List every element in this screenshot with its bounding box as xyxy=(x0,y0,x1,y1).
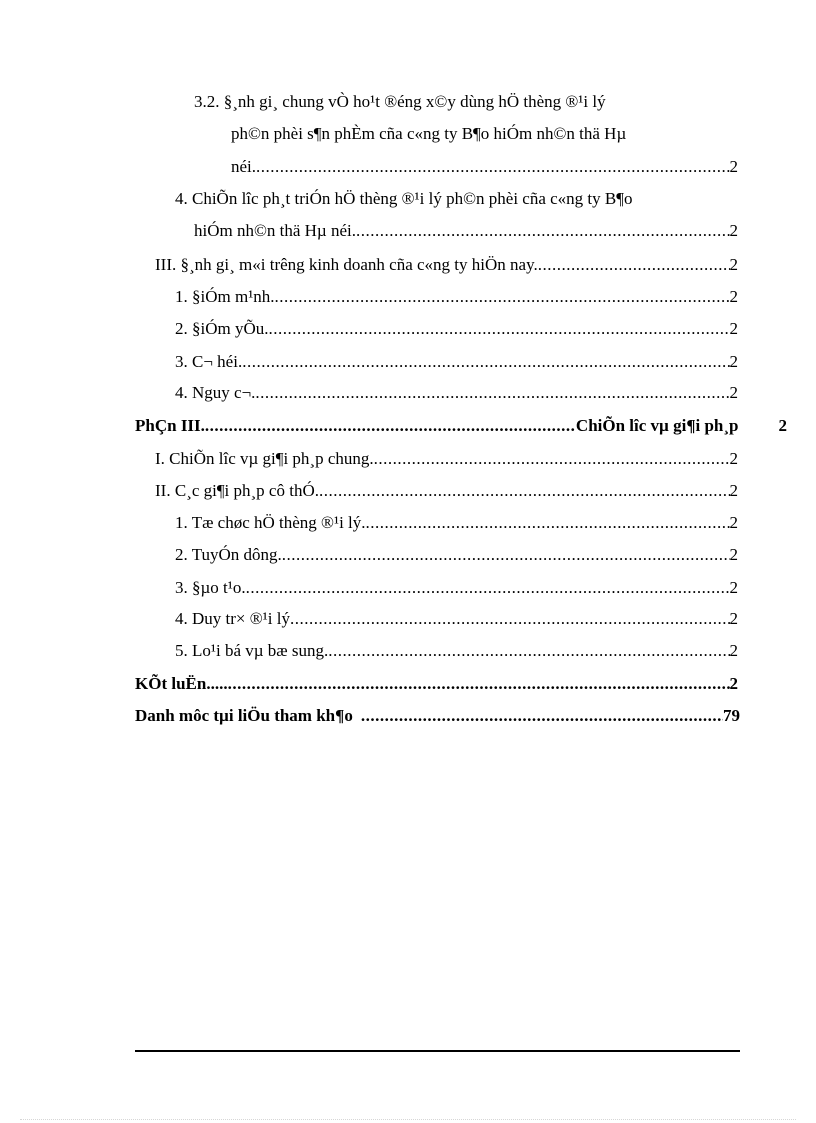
toc-leader-dots xyxy=(290,607,730,631)
toc-leader-dots xyxy=(269,317,730,341)
toc-entry-3-2-line2: ph©n phèi s¶n phÈm cña c«ng ty B¶o hiÓm nh©n thä Hµ xyxy=(231,124,627,143)
toc-entry-text: 5. Lo¹i bá vµ bæ sung. xyxy=(175,641,329,660)
toc-entry-tail-title: ChiÕn lîc vµ gi¶i ph¸p xyxy=(575,416,739,435)
toc-page-number: 2 xyxy=(729,157,738,176)
toc-page-number: 2 xyxy=(729,255,738,274)
toc-entry-text: Danh môc tµi liÖu tham kh¶o xyxy=(135,706,353,725)
toc-entry-references[interactable] xyxy=(135,704,740,728)
toc-leader-dots xyxy=(361,704,723,728)
toc-entry-4-strategy-line1: 4. ChiÕn lîc ph¸t triÓn hÖ thèng ®¹i lý ph©n phèi cña c«ng ty B¶o xyxy=(175,189,633,208)
toc-entry-text: 3. C¬ héi. xyxy=(175,352,243,371)
toc-entry-ii-specific[interactable] xyxy=(155,479,738,503)
toc-entry-text: 2. §iÓm yÕu. xyxy=(175,319,269,338)
toc-entry-text: KÕt luËn..... xyxy=(135,674,228,693)
toc-entry-3-2[interactable] xyxy=(231,155,738,179)
toc-entry-part-iii[interactable] xyxy=(135,414,787,438)
toc-entry-text: 4. Nguy c¬. xyxy=(175,383,256,402)
toc-entry-removal[interactable] xyxy=(175,639,738,663)
toc-page-number: 2 xyxy=(729,513,738,532)
toc-leader-dots xyxy=(255,381,729,405)
toc-page-number: 2 xyxy=(729,545,738,564)
toc-leader-dots xyxy=(538,253,730,277)
toc-entry-threats[interactable] xyxy=(175,381,738,405)
toc-leader-dots xyxy=(246,576,730,600)
toc-entry-strengths[interactable] xyxy=(175,285,738,309)
toc-leader-dots xyxy=(366,511,730,535)
toc-entry-iii-environment[interactable] xyxy=(155,253,738,277)
toc-page-number: 2 xyxy=(729,674,738,693)
toc-leader-dots xyxy=(282,543,730,567)
toc-entry-text: 1. Tæ chøc hÖ thèng ®¹i lý. xyxy=(175,513,366,532)
toc-entry-retention[interactable] xyxy=(175,607,738,631)
toc-page-number: 2 xyxy=(729,352,738,371)
toc-page-number: 2 xyxy=(729,481,738,500)
toc-leader-dots xyxy=(242,350,729,374)
toc-leader-dots xyxy=(256,155,729,179)
toc-entry-recruitment[interactable] xyxy=(175,543,738,567)
toc-leader-dots xyxy=(205,414,576,438)
toc-page-number: 2 xyxy=(729,578,738,597)
toc-page-number: 2 xyxy=(729,641,738,660)
toc-entry-text: 1. §iÓm m¹nh. xyxy=(175,287,275,306)
toc-page-number: 2 xyxy=(729,319,738,338)
toc-entry-organization[interactable] xyxy=(175,511,738,535)
toc-page-number: 2 xyxy=(729,609,738,628)
toc-entry-conclusion[interactable] xyxy=(135,672,738,696)
toc-page-number: 2 xyxy=(729,221,738,240)
toc-entry-3-2-line1: 3.2. §¸nh gi¸ chung vÒ ho¹t ®éng x©y dùng hÖ thèng ®¹i lý xyxy=(194,92,606,111)
toc-page-number: 2 xyxy=(729,449,738,468)
toc-entry-text: hiÓm nh©n thä Hµ néi. xyxy=(194,221,356,240)
toc-entry-i-general[interactable] xyxy=(155,447,738,471)
toc-page-number: 2 xyxy=(729,287,738,306)
footer-rule xyxy=(135,1050,740,1052)
toc-leader-dots xyxy=(374,447,730,471)
toc-entry-text: 2. TuyÓn dông. xyxy=(175,545,282,564)
toc-leader-dots xyxy=(319,479,730,503)
toc-page-number: 79 xyxy=(723,706,740,725)
toc-entry-text: II. C¸c gi¶i ph¸p cô thÓ. xyxy=(155,481,319,500)
page-bottom-edge xyxy=(20,1119,796,1120)
toc-entry-text: 4. Duy tr× ®¹i lý xyxy=(175,609,290,628)
toc-leader-dots xyxy=(228,672,730,696)
toc-entry-text: III. §¸nh gi¸ m«i trêng kinh doanh cña c«ng ty hiÖn nay. xyxy=(155,255,538,274)
toc-entry-text: néi. xyxy=(231,157,257,176)
toc-page-number: 2 xyxy=(729,383,738,402)
toc-entry-text: 3. §µo t¹o. xyxy=(175,578,246,597)
toc-entry-text: PhÇn III. xyxy=(135,416,205,435)
toc-entry-4-strategy[interactable] xyxy=(194,219,738,243)
toc-entry-weaknesses[interactable] xyxy=(175,317,738,341)
toc-leader-dots xyxy=(328,639,729,663)
toc-leader-dots xyxy=(356,219,730,243)
toc-entry-text: I. ChiÕn lîc vµ gi¶i ph¸p chung. xyxy=(155,449,374,468)
toc-page-number: 2 xyxy=(778,416,787,435)
toc-leader-dots xyxy=(275,285,730,309)
toc-entry-training[interactable] xyxy=(175,576,738,600)
toc-entry-opportunities[interactable] xyxy=(175,350,738,374)
